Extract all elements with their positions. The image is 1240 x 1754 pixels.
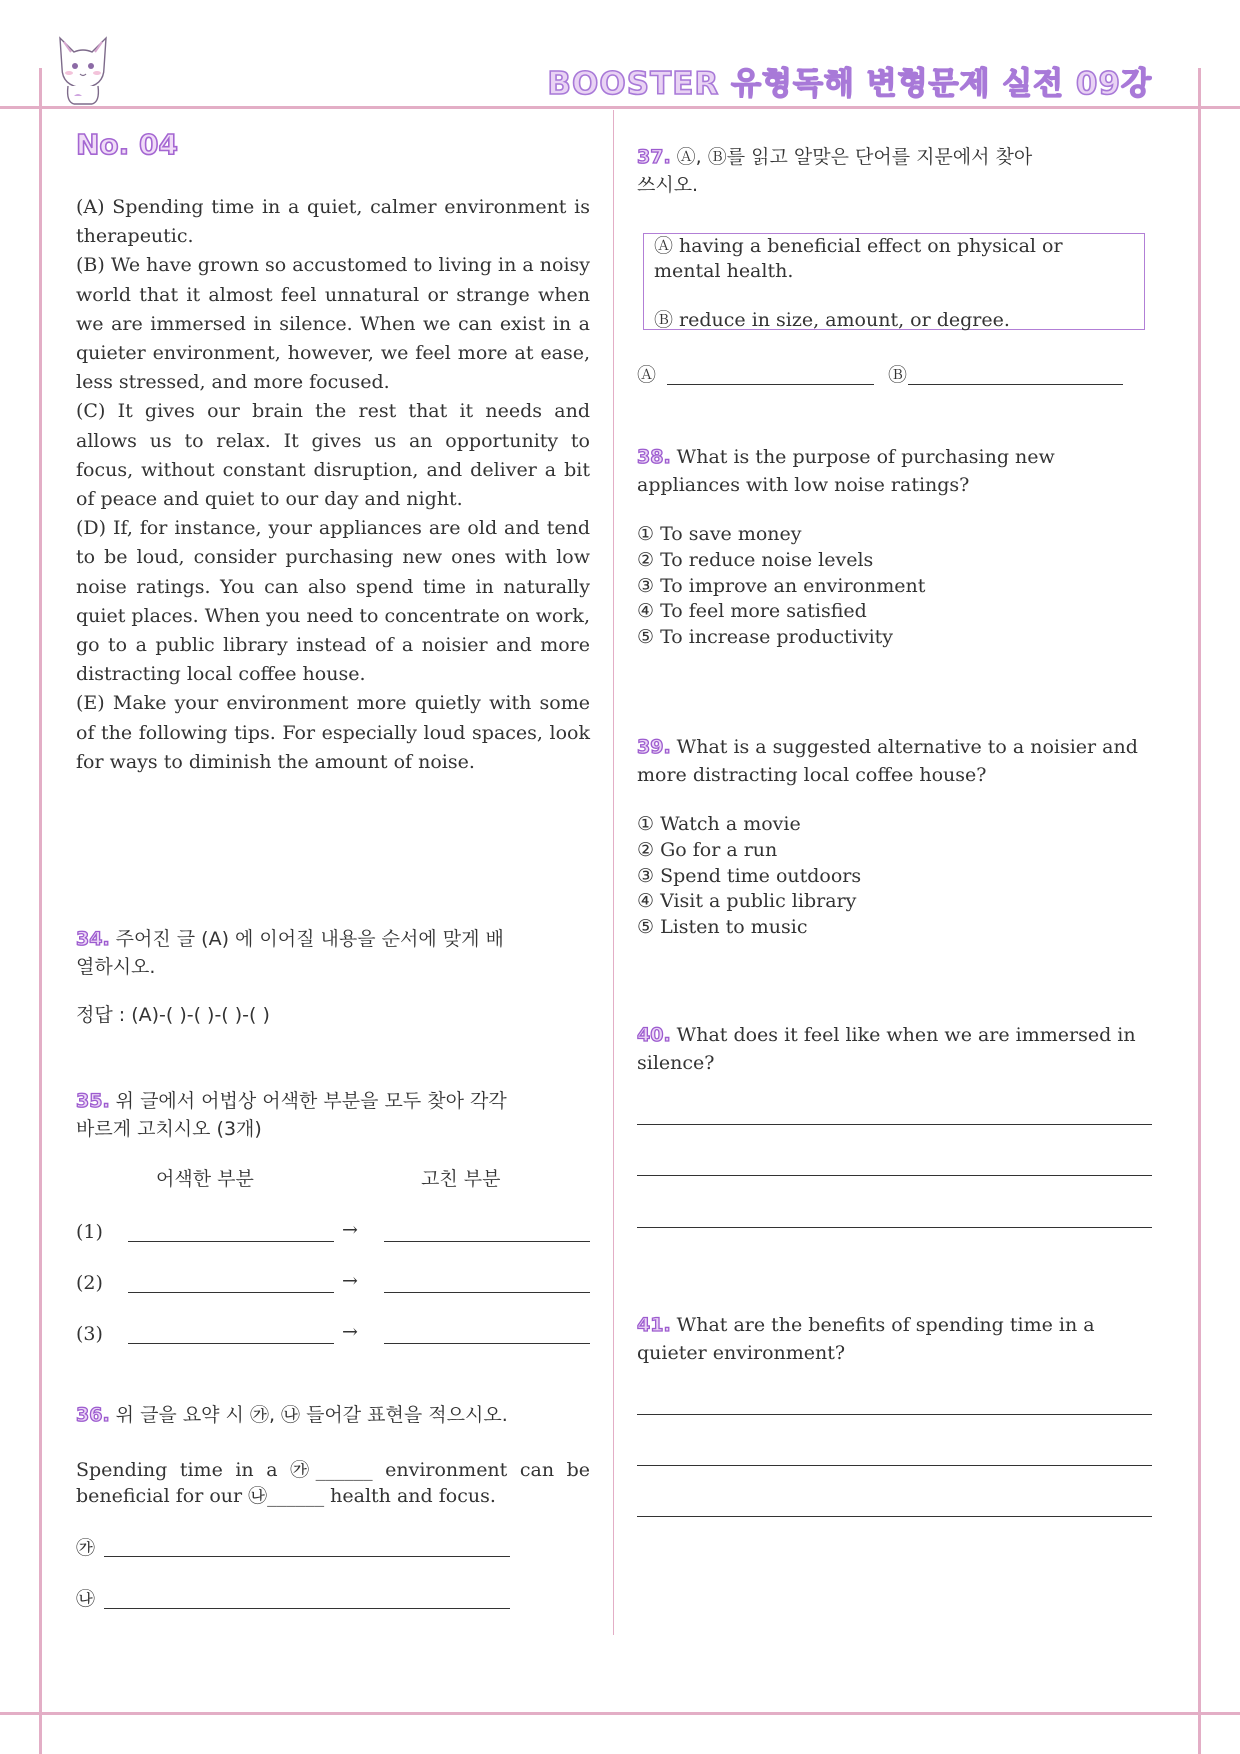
- q36-summary-line-1: Spending time in a ㉮______ environment can be: [76, 1459, 590, 1481]
- question-34-answer-field[interactable]: 정답 : (A)-( )-( )-( )-( ): [76, 1004, 270, 1026]
- q35-row-1-fixed-field[interactable]: [384, 1241, 590, 1242]
- question-34-prompt: 주어진 글 (A) 에 이어질 내용을 순서에 맞게 배: [115, 928, 504, 950]
- question-38-number: 38.: [637, 446, 671, 468]
- q35-row-3-label: (3): [76, 1323, 103, 1345]
- q38-choices: [637, 522, 925, 651]
- q36-blank-b-field[interactable]: [104, 1608, 510, 1609]
- q40-answer-line-3[interactable]: [637, 1227, 1152, 1228]
- question-35-number: 35.: [76, 1090, 110, 1112]
- q41-answer-line-1[interactable]: [637, 1414, 1152, 1415]
- q35-row-2-wrong-field[interactable]: [128, 1292, 334, 1293]
- footer-rule: [0, 1712, 1240, 1715]
- reading-passage: [76, 193, 590, 777]
- column-header-fixed: 고친 부분: [421, 1168, 501, 1190]
- q39-choices: [637, 812, 861, 941]
- question-40: [637, 1021, 1157, 1077]
- passage-paragraph-d: (D) If, for instance, your appliances are old and tend to be loud, consider purchasing new ones with low noise ratings. You can also spend time in naturally quiet places. When you need to concentrate on work, go to a public library instead of a noisier and more distracting local coffee house.: [76, 517, 590, 686]
- q38-choice-3[interactable]: ③ To improve an environment: [637, 574, 926, 597]
- passage-paragraph-a: (A) Spending time in a quiet, calmer environment is therapeutic.: [76, 196, 590, 248]
- column-header-wrong: 어색한 부분: [156, 1168, 254, 1190]
- question-40-number: 40.: [637, 1024, 671, 1046]
- question-38-prompt-cont: appliances with low noise ratings?: [637, 474, 970, 496]
- q35-row-3-wrong-field[interactable]: [128, 1343, 334, 1344]
- q36-blank-b-label: ㉯: [76, 1588, 96, 1610]
- q41-answer-line-3[interactable]: [637, 1516, 1152, 1517]
- page-header-title: BOOSTER 유형독해 변형문제 실전 09강: [547, 66, 1152, 102]
- question-37-prompt: Ⓐ, Ⓑ를 읽고 알맞은 단어를 지문에서 찾아: [676, 146, 1033, 168]
- question-38-prompt: What is the purpose of purchasing new: [676, 446, 1055, 468]
- question-41: [637, 1311, 1157, 1367]
- q37-definition-a-cont: mental health.: [654, 260, 794, 282]
- question-36: [76, 1401, 596, 1429]
- q35-row-3-fixed-field[interactable]: [384, 1343, 590, 1344]
- question-34: [76, 925, 590, 1029]
- q37-definition-box: [643, 233, 1145, 330]
- question-37-prompt-cont: 쓰시오.: [637, 174, 699, 196]
- q36-blank-a-field[interactable]: [104, 1556, 510, 1557]
- q38-choice-1[interactable]: ① To save money: [637, 523, 802, 545]
- question-37: [637, 143, 1157, 199]
- question-35-prompt: 위 글에서 어법상 어색한 부분을 모두 찾아 각각: [115, 1090, 507, 1112]
- passage-paragraph-c: (C) It gives our brain the rest that it needs and allows us to relax. It gives us an opportunity to focus, without constant disruption, and deliver a bit of peace and quiet to our day and night.: [76, 400, 590, 511]
- q41-answer-line-2[interactable]: [637, 1465, 1152, 1466]
- question-36-prompt: 위 글을 요약 시 ㉮, ㉯ 들어갈 표현을 적으시오.: [115, 1404, 508, 1426]
- question-40-prompt-cont: silence?: [637, 1052, 715, 1074]
- q38-choice-5[interactable]: ⑤ To increase productivity: [637, 626, 894, 649]
- arrow-icon: →: [342, 1219, 358, 1241]
- q37-answer-a-label: Ⓐ: [637, 364, 657, 386]
- q39-choice-5[interactable]: ⑤ Listen to music: [637, 916, 808, 939]
- q36-summary-line-2: beneficial for our ㉯______ health and focus.: [76, 1485, 496, 1507]
- question-35: [76, 1087, 590, 1143]
- q39-choice-1[interactable]: ① Watch a movie: [637, 813, 801, 835]
- q35-row-2-fixed-field[interactable]: [384, 1292, 590, 1293]
- question-39-prompt: What is a suggested alternative to a noisier and: [676, 736, 1138, 758]
- q37-definition-b: Ⓑ reduce in size, amount, or degree.: [654, 309, 1010, 331]
- column-divider: [613, 110, 614, 1635]
- header-rule: [0, 106, 1240, 109]
- left-margin-rule: [39, 68, 42, 1754]
- q40-answer-line-1[interactable]: [637, 1124, 1152, 1125]
- question-39: [637, 733, 1157, 789]
- question-37-number: 37.: [637, 146, 671, 168]
- question-39-prompt-cont: more distracting local coffee house?: [637, 764, 987, 786]
- question-41-number: 41.: [637, 1314, 671, 1336]
- question-41-prompt-cont: quieter environment?: [637, 1342, 846, 1364]
- arrow-icon: →: [342, 1321, 358, 1343]
- q39-choice-3[interactable]: ③ Spend time outdoors: [637, 864, 862, 887]
- q35-row-1-wrong-field[interactable]: [128, 1241, 334, 1242]
- question-40-prompt: What does it feel like when we are immersed in: [676, 1024, 1136, 1046]
- passage-paragraph-e: (E) Make your environment more quietly with some of the following tips. For especially loud spaces, look for ways to diminish the amount of noise.: [76, 692, 590, 773]
- question-34-number: 34.: [76, 928, 110, 950]
- question-35-prompt-cont: 바르게 고치시오 (3개): [76, 1118, 262, 1140]
- q39-choice-4[interactable]: ④ Visit a public library: [637, 890, 857, 913]
- question-38: [637, 443, 1157, 499]
- question-34-prompt-cont: 열하시오.: [76, 956, 156, 978]
- q37-definition-a: Ⓐ having a beneficial effect on physical or: [654, 235, 1063, 257]
- q35-row-1-label: (1): [76, 1221, 103, 1243]
- q38-choice-2[interactable]: ② To reduce noise levels: [637, 548, 874, 571]
- q37-answer-b-label: Ⓑ: [888, 364, 908, 386]
- q36-blank-a-label: ㉮: [76, 1537, 96, 1559]
- q35-row-2-label: (2): [76, 1272, 103, 1294]
- q37-answer-b-field[interactable]: [908, 384, 1123, 385]
- question-41-prompt: What are the benefits of spending time in a: [676, 1314, 1095, 1336]
- problem-number-title: No. 04: [76, 128, 179, 161]
- cat-logo-icon: [52, 30, 114, 106]
- question-36-number: 36.: [76, 1404, 110, 1426]
- q37-answer-a-field[interactable]: [667, 384, 874, 385]
- q36-summary: [76, 1457, 590, 1509]
- q38-choice-4[interactable]: ④ To feel more satisfied: [637, 600, 867, 623]
- passage-paragraph-b: (B) We have grown so accustomed to living in a noisy world that it almost feel unnatural or strange when we are immersed in silence. When we can exist in a quieter environment, however, we feel more at ease, less stressed, and more focused.: [76, 254, 590, 394]
- question-39-number: 39.: [637, 736, 671, 758]
- arrow-icon: →: [342, 1270, 358, 1292]
- q39-choice-2[interactable]: ② Go for a run: [637, 838, 778, 861]
- right-margin-rule: [1198, 68, 1201, 1754]
- q40-answer-line-2[interactable]: [637, 1175, 1152, 1176]
